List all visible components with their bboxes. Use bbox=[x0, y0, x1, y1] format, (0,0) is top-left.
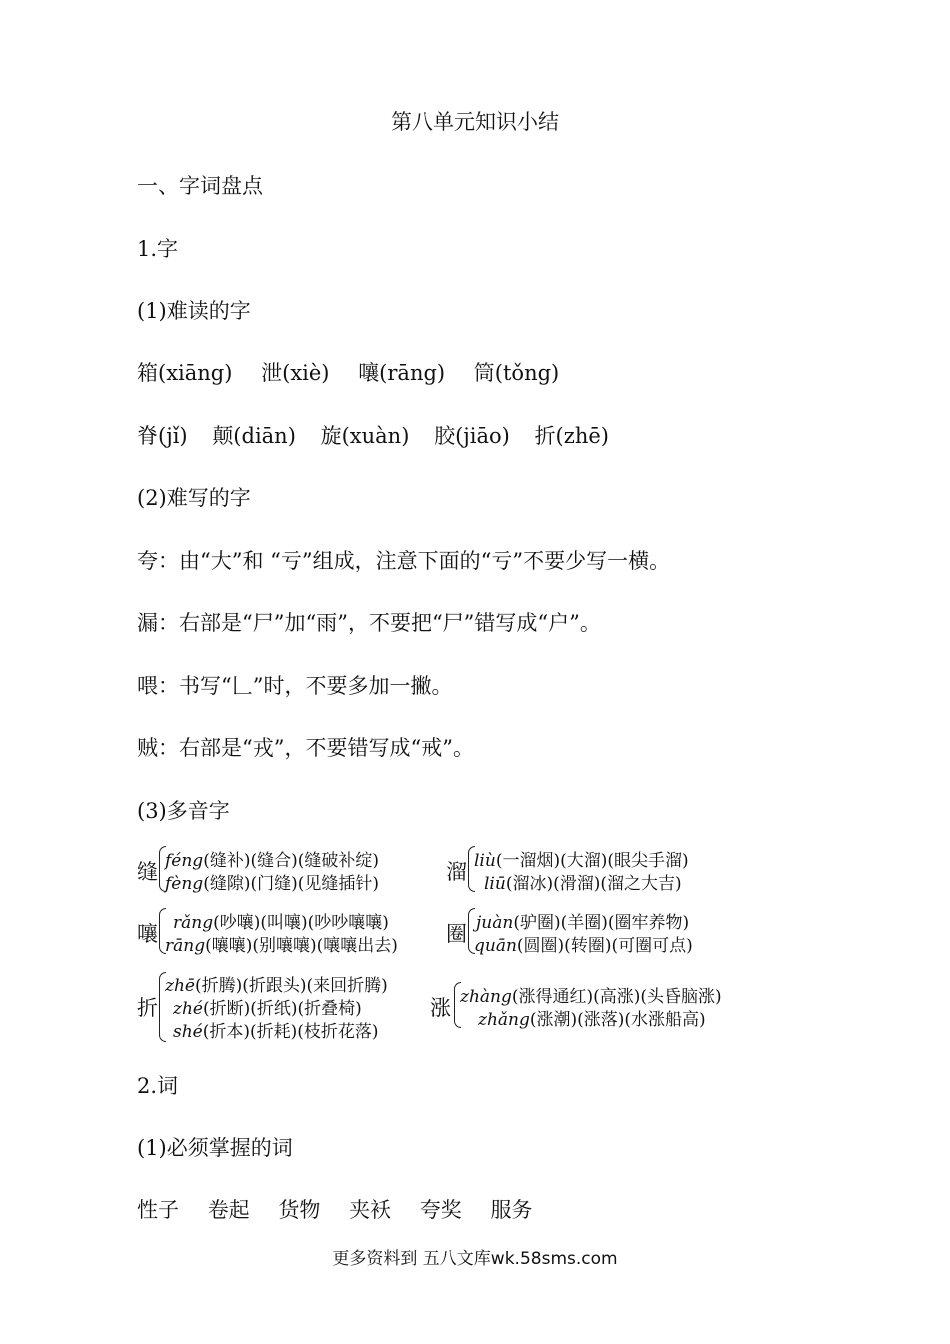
char-item: 折(zhē) bbox=[534, 424, 609, 448]
word-item: 性子 bbox=[137, 1198, 179, 1222]
reading-line: rǎng(吵嚷)(叫嚷)(吵吵嚷嚷) bbox=[173, 913, 389, 933]
char-item: 脊(jǐ) bbox=[137, 424, 188, 448]
word-item: 货物 bbox=[278, 1198, 321, 1222]
reading-line: liū(溜冰)(滑溜)(溜之大吉) bbox=[484, 874, 682, 894]
word-item: 服务 bbox=[490, 1198, 533, 1222]
hard-to-write-heading: (2)难写的字 bbox=[137, 486, 251, 510]
char-item: 嚷(rāng) bbox=[358, 361, 446, 385]
word-item: 夹袄 bbox=[349, 1198, 392, 1222]
reading-line: zhǎng(涨潮)(涨落)(水涨船高) bbox=[478, 1010, 706, 1030]
char-item: 箱(xiāng) bbox=[137, 361, 233, 385]
reading-line: juàn(驴圈)(羊圈)(圈牢养物) bbox=[476, 913, 690, 933]
page-title: 第八单元知识小结 bbox=[391, 110, 559, 134]
polyphonic-char: 涨 bbox=[430, 996, 451, 1020]
hard-to-write-item: 喂：书写“𠃊”时，不要多加一撇。 bbox=[137, 674, 453, 698]
footer-source: 更多资料到 五八文库wk.58sms.com bbox=[332, 1249, 618, 1269]
polyphonic-char: 折 bbox=[137, 996, 158, 1020]
reading-line: féng(缝补)(缝合)(缝破补绽) bbox=[165, 851, 379, 871]
char-item: 旋(xuàn) bbox=[320, 424, 410, 448]
hard-to-write-item: 贼：右部是“戎”，不要错写成“戒”。 bbox=[137, 736, 474, 760]
word-item: 夸奖 bbox=[419, 1198, 462, 1222]
reading-line: fèng(缝隙)(门缝)(见缝插针) bbox=[165, 874, 379, 894]
hard-to-write-item: 夸：由“大”和 “亏”组成，注意下面的“亏”不要少写一横。 bbox=[137, 549, 671, 573]
polyphonic-char: 嚷 bbox=[137, 922, 158, 946]
char-item: 颠(diān) bbox=[212, 424, 296, 448]
reading-line: zhàng(涨得通红)(高涨)(头昏脑涨) bbox=[460, 987, 722, 1007]
reading-line: quān(圆圈)(转圈)(可圈可点) bbox=[474, 936, 693, 956]
reading-line: shé(折本)(折耗)(枝折花落) bbox=[173, 1022, 379, 1042]
subheading-words: 2.词 bbox=[137, 1074, 179, 1098]
reading-line: zhé(折断)(折纸)(折叠椅) bbox=[173, 999, 362, 1019]
reading-line: liù(一溜烟)(大溜)(眼尖手溜) bbox=[474, 851, 689, 871]
hard-to-read-heading: (1)难读的字 bbox=[137, 299, 251, 323]
polyphonic-char: 圈 bbox=[446, 922, 467, 946]
hard-to-read-row-1 bbox=[137, 357, 559, 387]
must-know-words-heading: (1)必须掌握的词 bbox=[137, 1136, 293, 1160]
word-item: 卷起 bbox=[207, 1198, 250, 1222]
reading-line: rāng(嚷嚷)(别嚷嚷)(嚷嚷出去) bbox=[165, 936, 398, 956]
hard-to-read-row-2 bbox=[137, 420, 609, 450]
char-item: 泄(xiè) bbox=[261, 361, 330, 385]
polyphonic-char: 溜 bbox=[446, 860, 467, 884]
char-item: 筒(tǒng) bbox=[473, 361, 560, 385]
reading-line: zhē(折腾)(折跟头)(来回折腾) bbox=[165, 976, 388, 996]
section-heading-words: 一、字词盘点 bbox=[137, 174, 263, 198]
polyphonic-char: 缝 bbox=[137, 860, 158, 884]
subheading-characters: 1.字 bbox=[137, 237, 179, 261]
must-know-words-list bbox=[137, 1194, 532, 1224]
char-item: 胶(jiāo) bbox=[434, 424, 510, 448]
hard-to-write-item: 漏：右部是“尸”加“雨”，不要把“尸”错写成“户”。 bbox=[137, 611, 601, 635]
polyphonic-heading: (3)多音字 bbox=[137, 799, 230, 823]
